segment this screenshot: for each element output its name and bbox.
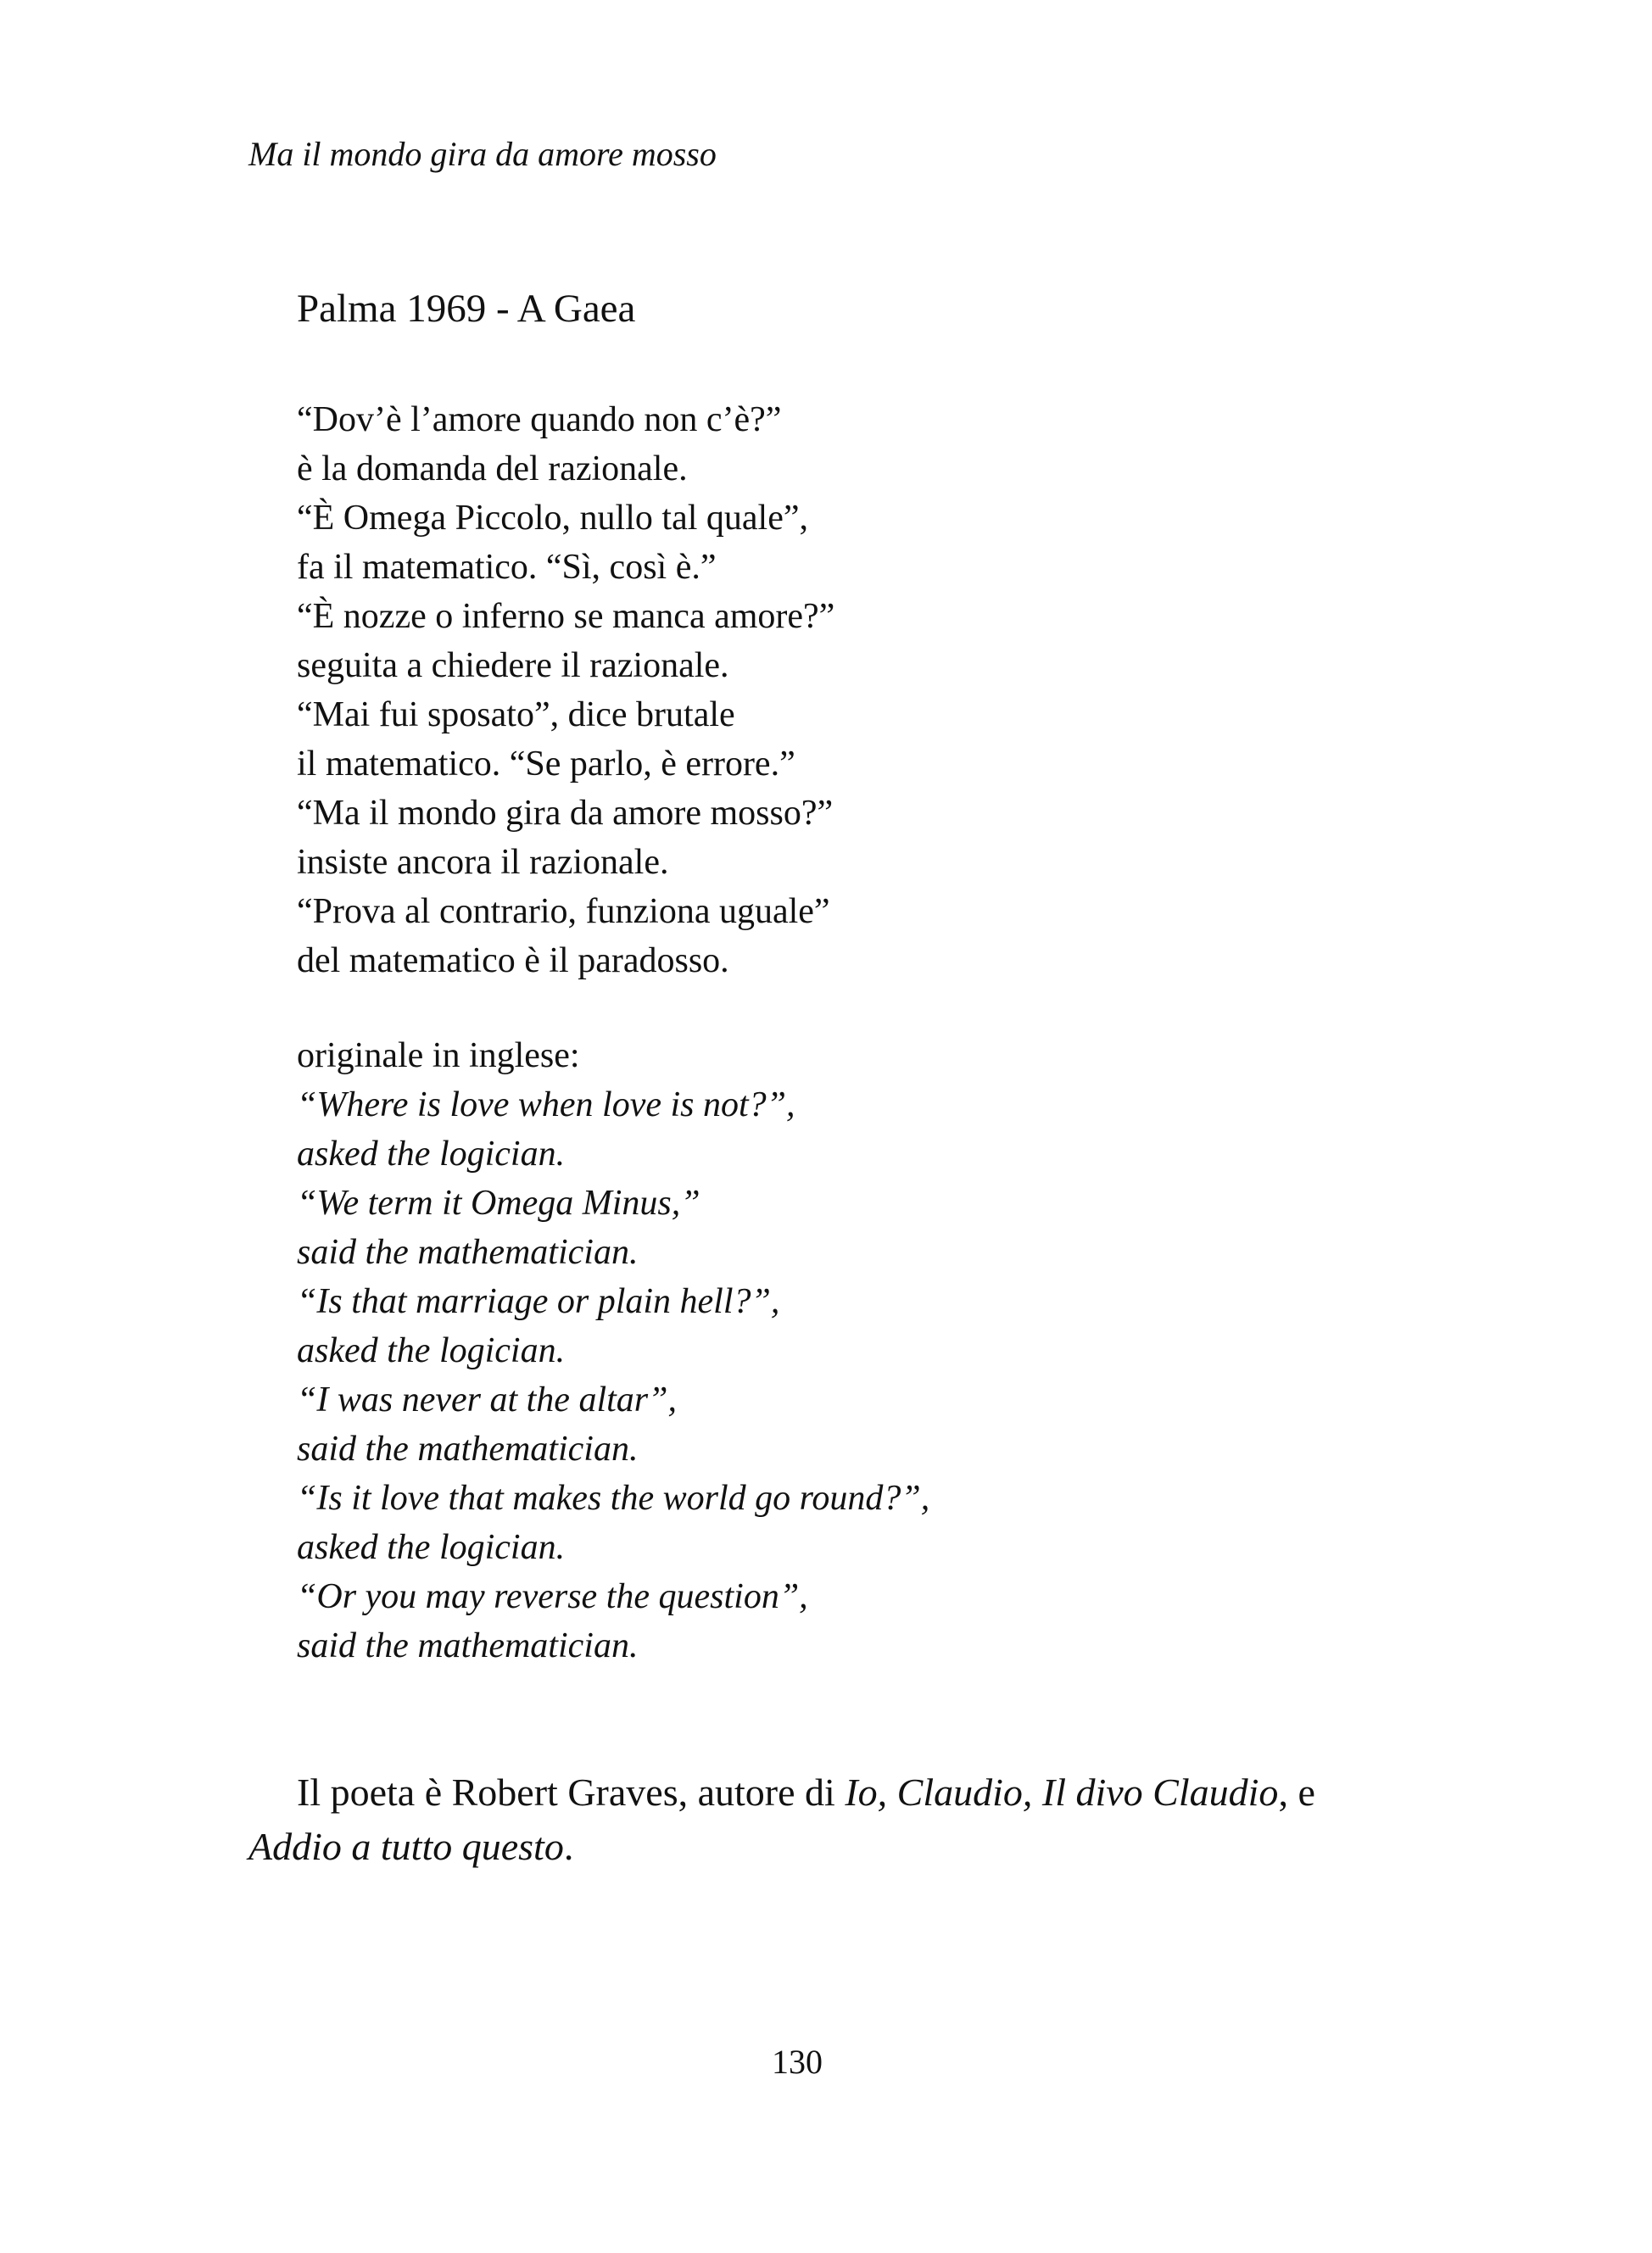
poem-line-english: asked the logician. bbox=[297, 1135, 566, 1174]
closing-note-middle: , e bbox=[1278, 1771, 1315, 1814]
poem-line-english: asked the logician. bbox=[297, 1528, 566, 1567]
page-number: 130 bbox=[772, 2043, 823, 2081]
running-header: Ma il mondo gira da amore mosso bbox=[248, 135, 717, 173]
poem-line-english: “Is that marriage or plain hell?”, bbox=[297, 1282, 780, 1321]
poem-line: è la domanda del razionale. bbox=[297, 449, 688, 488]
poem-line: “Dov’è l’amore quando non c’è?” bbox=[297, 400, 782, 439]
poem-line: “Prova al contrario, funziona uguale” bbox=[297, 892, 830, 931]
english-poem bbox=[297, 1080, 929, 1670]
poem-line-english: “Where is love when love is not?”, bbox=[297, 1085, 795, 1124]
italian-poem bbox=[297, 395, 834, 985]
poem-line-english: said the mathematician. bbox=[297, 1233, 639, 1272]
poem-line-english: “Is it love that makes the world go round?”, bbox=[297, 1479, 930, 1518]
poem-line: il matematico. “Se parlo, è errore.” bbox=[297, 744, 795, 784]
closing-note-intro: Il poeta è Robert Graves, autore di bbox=[297, 1771, 846, 1814]
poem-line: “Mai fui sposato”, dice brutale bbox=[297, 695, 735, 734]
poem-line-english: said the mathematician. bbox=[297, 1430, 639, 1469]
poem-line-english: “We term it Omega Minus,” bbox=[297, 1184, 700, 1223]
poem-line-english: “Or you may reverse the question”, bbox=[297, 1577, 808, 1616]
book-title-reference: Addio a tutto questo bbox=[248, 1825, 564, 1868]
poem-line: “Ma il mondo gira da amore mosso?” bbox=[297, 794, 834, 833]
closing-note bbox=[248, 1765, 1402, 1874]
poem-line: “È Omega Piccolo, nullo tal quale”, bbox=[297, 499, 808, 538]
poem-line: “È nozze o inferno se manca amore?” bbox=[297, 597, 835, 636]
original-language-label: originale in inglese: bbox=[297, 1036, 580, 1075]
book-titles-reference: Io, Claudio, Il divo Claudio bbox=[845, 1771, 1279, 1814]
poem-line: seguita a chiedere il razionale. bbox=[297, 646, 729, 685]
poem-line-english: “I was never at the altar”, bbox=[297, 1380, 677, 1419]
poem-line: fa il matematico. “Sì, così è.” bbox=[297, 548, 717, 587]
poem-line: del matematico è il paradosso. bbox=[297, 941, 729, 980]
poem-line-english: asked the logician. bbox=[297, 1331, 566, 1370]
closing-note-end: . bbox=[563, 1825, 574, 1868]
poem-title: Palma 1969 - A Gaea bbox=[297, 287, 636, 331]
poem-line: insiste ancora il razionale. bbox=[297, 843, 669, 882]
poem-line-english: said the mathematician. bbox=[297, 1626, 639, 1665]
